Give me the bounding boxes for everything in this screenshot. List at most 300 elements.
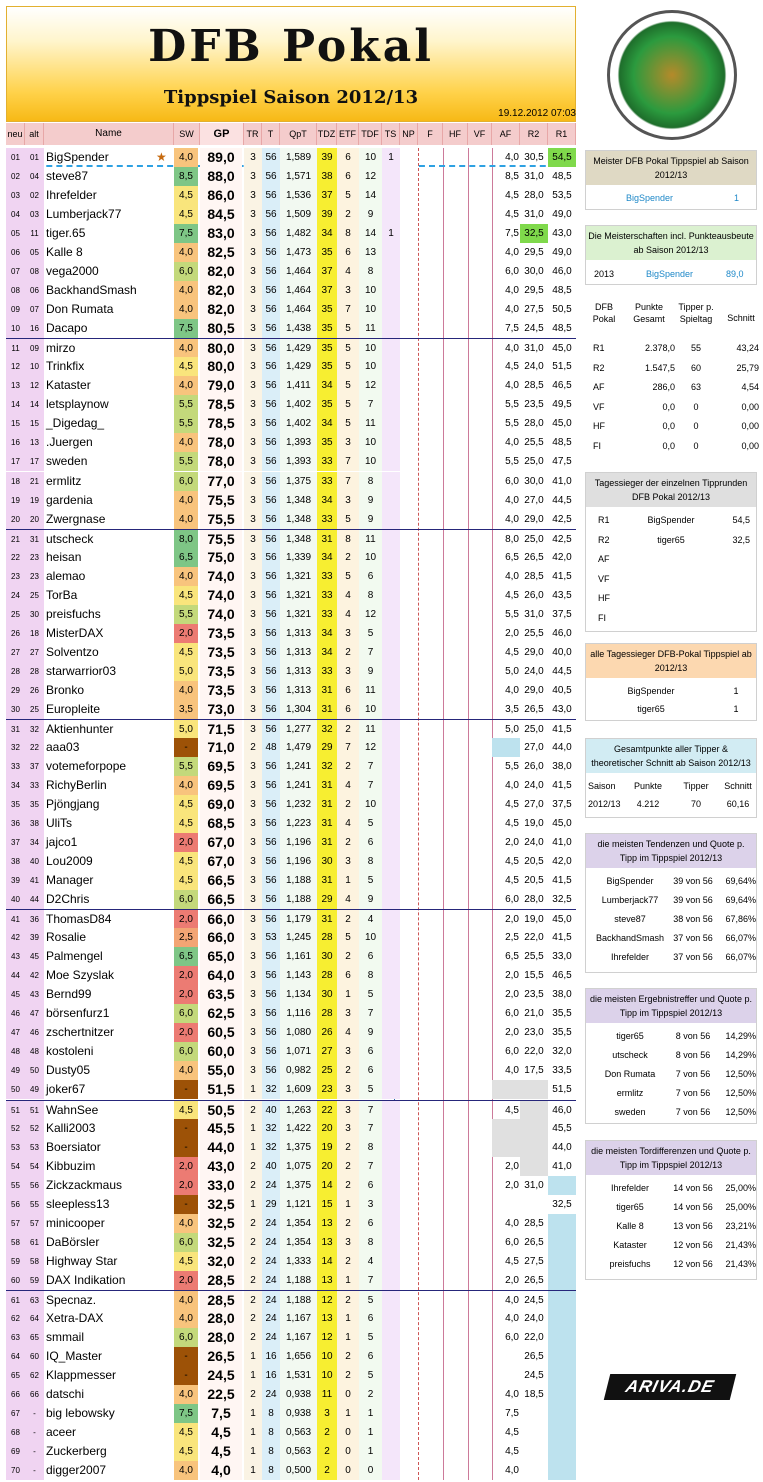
rank-old: 36	[25, 910, 44, 929]
table-row	[6, 148, 576, 167]
tdz-value: 35	[317, 243, 337, 262]
tdf-value: 14	[359, 224, 382, 243]
tdz-value: 37	[317, 186, 337, 205]
rank-old: 02	[25, 186, 44, 205]
tdz-value: 37	[317, 262, 337, 281]
table-row	[6, 1233, 576, 1252]
r2-value: 19,0	[524, 914, 544, 926]
qpt-value: 1,167	[280, 1309, 317, 1328]
gp-value: 66,5	[200, 890, 242, 909]
t-value: 56	[262, 148, 280, 167]
np-value	[400, 224, 418, 243]
qpt-value: 1,313	[280, 662, 317, 681]
sw-value: 4,0	[174, 491, 198, 510]
player-name: sweden	[46, 454, 88, 469]
af-value: 4,5	[505, 1104, 519, 1116]
gp-value: 28,5	[200, 1291, 242, 1310]
tdf-value: 4	[359, 910, 382, 929]
sw-value: 8,0	[174, 530, 198, 549]
rstat-cell: HF	[593, 421, 605, 431]
qpt-value: 1,375	[280, 1176, 317, 1195]
np-value	[400, 205, 418, 224]
af-value: 5,5	[505, 608, 519, 620]
tdz-value: 31	[317, 700, 337, 719]
b8-cell: 7 von 56	[675, 1088, 711, 1098]
r2-value	[520, 1157, 548, 1176]
ts-value	[382, 928, 400, 947]
rank-old: 33	[25, 776, 44, 795]
etf-value: 6	[337, 167, 359, 186]
ts-value	[382, 1271, 400, 1290]
t-value: 56	[262, 300, 280, 319]
player-name: datschi	[46, 1386, 85, 1401]
rank-new: 39	[6, 871, 25, 890]
rank-old: 19	[25, 491, 44, 510]
qpt-value: 1,161	[280, 947, 317, 966]
awin-cell: 1	[733, 686, 739, 696]
sw-value: 4,5	[174, 586, 198, 605]
np-value	[400, 1347, 418, 1366]
rank-old: 14	[25, 395, 44, 414]
header-alt: alt	[25, 123, 44, 145]
tr-value: 2	[244, 1252, 262, 1271]
qpt-value: 0,982	[280, 1061, 317, 1080]
tr-value: 3	[244, 890, 262, 909]
rank-old: 38	[25, 814, 44, 833]
etf-value: 2	[337, 795, 359, 814]
r2-value	[520, 1442, 548, 1461]
r1-value: 45,5	[552, 1122, 572, 1134]
af-value: 4,5	[505, 799, 519, 811]
etf-value: 1	[337, 1195, 359, 1214]
t-value: 32	[262, 1080, 280, 1099]
af-value: 5,5	[505, 418, 519, 430]
tdz-value: 30	[317, 985, 337, 1004]
np-value	[400, 1138, 418, 1157]
tr-value: 1	[244, 1347, 262, 1366]
sw-value: 2,0	[174, 966, 198, 985]
ts-value	[382, 433, 400, 452]
tr-value: 1	[244, 1461, 262, 1480]
qpt-value: 1,348	[280, 491, 317, 510]
gp-value: 64,0	[200, 966, 242, 985]
etf-value: 5	[337, 186, 359, 205]
sw-value: 5,0	[174, 720, 198, 739]
r2-value: 22,0	[524, 932, 544, 944]
tdf-value: 10	[359, 281, 382, 300]
qpt-value: 1,223	[280, 814, 317, 833]
r1-value: 37,5	[552, 608, 572, 620]
round-stats-h4: Schnitt	[727, 313, 755, 323]
t-value: 56	[262, 567, 280, 586]
gp-value: 28,5	[200, 1271, 242, 1290]
sw-value: -	[174, 1195, 198, 1214]
tr-value: 3	[244, 433, 262, 452]
r1-value: 46,0	[552, 627, 572, 639]
rank-old: 30	[25, 605, 44, 624]
etf-value: 5	[337, 510, 359, 529]
ts-value	[382, 1138, 400, 1157]
qpt-value: 1,167	[280, 1328, 317, 1347]
gp-value: 71,5	[200, 720, 242, 739]
ts-value	[382, 1442, 400, 1461]
etf-value: 3	[337, 852, 359, 871]
ts-value	[382, 186, 400, 205]
rank-new: 15	[6, 414, 25, 433]
t-value: 53	[262, 928, 280, 947]
round-stats-h3: Tipper p. Spieltag	[678, 302, 714, 324]
rstat-cell: 63	[690, 382, 701, 392]
r1-value: 45,0	[552, 914, 572, 926]
qpt-value: 1,609	[280, 1080, 317, 1099]
sw-value: 5,5	[174, 395, 198, 414]
r2-value: 26,5	[524, 1274, 544, 1286]
player-name: Manager	[46, 873, 94, 888]
rstat-cell: 2.378,0	[644, 343, 675, 353]
ts-value	[382, 605, 400, 624]
tdz-value: 22	[317, 1101, 337, 1120]
af-value: 4,0	[505, 494, 519, 506]
tdf-value: 9	[359, 491, 382, 510]
tdf-value: 10	[359, 433, 382, 452]
sw-value: 4,0	[174, 339, 198, 358]
etf-value: 2	[337, 1176, 359, 1195]
sw-value: 4,0	[174, 433, 198, 452]
r2-value: 31,0	[524, 171, 544, 183]
table-row	[6, 205, 576, 224]
r2-value: 25,5	[524, 627, 544, 639]
t-value: 56	[262, 395, 280, 414]
b9-cell: Ihrefelder	[610, 1183, 650, 1193]
rank-new: 38	[6, 852, 25, 871]
af-value: 4,5	[505, 646, 519, 658]
b9-cell: tiger65	[616, 1202, 644, 1212]
etf-value: 3	[337, 281, 359, 300]
r1-value: 51,5	[552, 361, 572, 373]
r1-value: 41,5	[552, 932, 572, 944]
af-value: 4,0	[505, 437, 519, 449]
ts-value	[382, 1157, 400, 1176]
etf-value: 2	[337, 757, 359, 776]
tdf-value: 8	[359, 1233, 382, 1252]
af-value: 2,0	[505, 1160, 519, 1172]
etf-value: 7	[337, 300, 359, 319]
sw-value: 4,5	[174, 795, 198, 814]
tdf-value: 7	[359, 1101, 382, 1120]
tdf-value: 10	[359, 339, 382, 358]
table-row	[6, 700, 576, 719]
player-name: minicooper	[46, 1215, 105, 1230]
tdf-value: 13	[359, 243, 382, 262]
t-value: 56	[262, 530, 280, 549]
af-value: 4,0	[505, 1065, 519, 1077]
player-name: vega2000	[46, 264, 99, 279]
player-name: Don Rumata	[46, 302, 114, 317]
tr-value: 3	[244, 643, 262, 662]
af-value: 7,5	[505, 323, 519, 335]
player-name: IQ_Master	[46, 1348, 103, 1363]
r1-value: 42,0	[552, 551, 572, 563]
rank-old: 39	[25, 928, 44, 947]
rank-old: 55	[25, 1195, 44, 1214]
sw-value: 4,0	[174, 1061, 198, 1080]
gp-value: 32,5	[200, 1233, 242, 1252]
etf-value: 3	[337, 624, 359, 643]
tdz-value: 34	[317, 643, 337, 662]
etf-value: 4	[337, 776, 359, 795]
r1-value: 41,0	[552, 837, 572, 849]
tdz-value: 20	[317, 1119, 337, 1138]
player-name: Bronko	[46, 682, 85, 697]
af-value: 4,5	[505, 875, 519, 887]
r2-value: 27,0	[524, 494, 544, 506]
af-value: 6,0	[505, 894, 519, 906]
sw-value: -	[174, 1119, 198, 1138]
tdf-value: 8	[359, 1138, 382, 1157]
tdz-value: 29	[317, 738, 337, 757]
qpt-value: 1,245	[280, 928, 317, 947]
etf-value: 3	[337, 433, 359, 452]
player-name: zschertnitzer	[46, 1025, 115, 1040]
b7-cell: 66,07%	[725, 933, 756, 943]
qpt-value: 1,354	[280, 1233, 317, 1252]
rank-old: 58	[25, 1252, 44, 1271]
tdz-value: 35	[317, 300, 337, 319]
tdz-value: 35	[317, 433, 337, 452]
tdz-value: 28	[317, 966, 337, 985]
rank-new: 57	[6, 1214, 25, 1233]
tdf-value: 10	[359, 928, 382, 947]
tdf-value: 0	[359, 1461, 382, 1480]
r1-value: 50,5	[552, 304, 572, 316]
header-etf: ETF	[337, 123, 359, 145]
etf-value: 2	[337, 1214, 359, 1233]
table-row	[6, 871, 576, 890]
t-value: 24	[262, 1385, 280, 1404]
sw-value: 4,5	[174, 871, 198, 890]
np-value	[400, 871, 418, 890]
tdf-value: 1	[359, 1404, 382, 1423]
r1-value: 38,0	[552, 989, 572, 1001]
b8-cell: 14,29%	[725, 1031, 756, 1041]
af-value: 5,0	[505, 665, 519, 677]
page-subtitle: Tippspiel Saison 2012/13	[163, 87, 419, 108]
rank-new: 13	[6, 376, 25, 395]
rank-old: 42	[25, 966, 44, 985]
ts-value	[382, 510, 400, 529]
table-row	[6, 1138, 576, 1157]
rank-old: 03	[25, 205, 44, 224]
table-row	[6, 1061, 576, 1080]
r1-value: 41,0	[552, 1160, 572, 1172]
tdz-value: 34	[317, 624, 337, 643]
etf-value: 2	[337, 833, 359, 852]
gp-value: 80,0	[200, 339, 242, 358]
r2-value: 27,5	[524, 304, 544, 316]
r2-value: 20,5	[524, 856, 544, 868]
rank-old: 53	[25, 1138, 44, 1157]
etf-value: 4	[337, 262, 359, 281]
r2-value: 31,0	[524, 608, 544, 620]
awin-cell: BigSpender	[627, 686, 675, 696]
r2-value: 20,5	[524, 875, 544, 887]
tot-cell: 60,16	[726, 799, 750, 809]
player-name: BigSpender	[46, 150, 109, 164]
rank-new: 55	[6, 1176, 25, 1195]
rank-new: 30	[6, 700, 25, 719]
etf-value: 5	[337, 928, 359, 947]
b8-cell: ermlitz	[616, 1088, 644, 1098]
r1-value	[548, 1328, 576, 1347]
header-gp: GP	[200, 123, 244, 145]
r1-value: 38,0	[552, 760, 572, 772]
r2-value: 21,0	[524, 1008, 544, 1020]
table-row	[6, 319, 576, 338]
dwin-cell: VF	[598, 573, 610, 584]
qpt-value: 1,393	[280, 452, 317, 471]
af-value: 4,0	[505, 1217, 519, 1229]
ts-value	[382, 357, 400, 376]
sw-value: 4,0	[174, 1291, 198, 1310]
table-row	[6, 1214, 576, 1233]
r2-value: 25,0	[524, 723, 544, 735]
tr-value: 1	[244, 1119, 262, 1138]
sw-value: 7,5	[174, 319, 198, 338]
table-row	[6, 491, 576, 510]
r1-value: 32,0	[552, 1046, 572, 1058]
tdf-value: 1	[359, 1442, 382, 1461]
qpt-value: 1,429	[280, 339, 317, 358]
etf-value: 4	[337, 586, 359, 605]
tdz-value: 13	[317, 1271, 337, 1290]
af-value: 2,0	[505, 1179, 519, 1191]
af-value: 6,0	[505, 475, 519, 487]
ts-value	[382, 700, 400, 719]
t-value: 16	[262, 1347, 280, 1366]
b7-cell: Lumberjack77	[601, 895, 659, 905]
ariva-logo[interactable]: ARIVA.DE	[604, 1374, 736, 1400]
ts-value	[382, 662, 400, 681]
af-value: 4,0	[505, 513, 519, 525]
player-name: aaa03	[46, 739, 80, 754]
b8-cell: 8 von 56	[675, 1031, 711, 1041]
rank-new: 64	[6, 1347, 25, 1366]
tdf-value: 1	[359, 1423, 382, 1442]
r1-value: 42,5	[552, 513, 572, 525]
tot-cell: Tipper	[683, 781, 709, 791]
tdz-value: 39	[317, 148, 337, 167]
rank-old: 49	[25, 1080, 44, 1099]
r2-value: 19,0	[524, 818, 544, 830]
tdf-value: 6	[359, 1309, 382, 1328]
rank-new: 29	[6, 681, 25, 700]
r2-value: 26,5	[524, 551, 544, 563]
player-name: Trinkfix	[46, 359, 85, 374]
af-value: 5,5	[505, 760, 519, 772]
ranking-table	[6, 148, 576, 1480]
table-row	[6, 548, 576, 567]
t-value: 56	[262, 186, 280, 205]
header-sw: SW	[174, 123, 200, 145]
qpt-value: 1,402	[280, 395, 317, 414]
gp-value: 50,5	[200, 1101, 242, 1120]
rank-new: 46	[6, 1004, 25, 1023]
tr-value: 3	[244, 319, 262, 338]
table-row	[6, 300, 576, 319]
tot-cell: Schnitt	[724, 781, 752, 791]
t-value: 56	[262, 833, 280, 852]
r2-value: 18,5	[524, 1388, 544, 1400]
header-tdf: TDF	[359, 123, 382, 145]
t-value: 56	[262, 605, 280, 624]
tdf-value: 5	[359, 985, 382, 1004]
round-stats-h1: DFB Pokal	[592, 302, 616, 324]
t-value: 56	[262, 681, 280, 700]
qpt-value: 1,241	[280, 757, 317, 776]
tdf-value: 5	[359, 1328, 382, 1347]
player-name: starwarrior03	[46, 663, 117, 678]
r1-value: 44,0	[552, 1141, 572, 1153]
r1-value: 35,5	[552, 1027, 572, 1039]
tr-value: 3	[244, 376, 262, 395]
etf-value: 6	[337, 148, 359, 167]
t-value: 8	[262, 1423, 280, 1442]
r2-value: 17,5	[524, 1065, 544, 1077]
r1-value: 41,5	[552, 723, 572, 735]
rank-old: 25	[25, 700, 44, 719]
rank-new: 16	[6, 433, 25, 452]
tr-value: 3	[244, 530, 262, 549]
rstat-cell: 0,0	[662, 401, 675, 412]
rank-new: 32	[6, 738, 25, 757]
ts-value	[382, 776, 400, 795]
qpt-value: 1,509	[280, 205, 317, 224]
r2-value	[520, 1195, 548, 1214]
rank-new: 37	[6, 833, 25, 852]
b9-cell: 25,00%	[725, 1183, 756, 1193]
af-value: 4,5	[505, 190, 519, 202]
table-row	[6, 414, 576, 433]
r2-value: 27,0	[524, 799, 544, 811]
gp-value: 66,0	[200, 910, 242, 929]
tr-value: 3	[244, 776, 262, 795]
gp-value: 73,0	[200, 700, 242, 719]
tdz-value: 10	[317, 1366, 337, 1385]
b9-cell: 14 von 56	[673, 1202, 713, 1212]
tdf-value: 4	[359, 1252, 382, 1271]
gp-value: 43,0	[200, 1157, 242, 1176]
af-value: 6,5	[505, 551, 519, 563]
table-row	[6, 1119, 576, 1138]
np-value	[400, 910, 418, 929]
t-value: 56	[262, 720, 280, 739]
af-value: 2,5	[505, 932, 519, 944]
gp-value: 88,0	[200, 167, 242, 186]
np-value	[400, 605, 418, 624]
r1-value: 40,5	[552, 684, 572, 696]
r1-value: 43,0	[552, 228, 572, 240]
r1-value: 54,5	[548, 148, 576, 167]
r2-value: 24,0	[524, 779, 544, 791]
rank-old: 48	[25, 1042, 44, 1061]
tdz-value: 14	[317, 1176, 337, 1195]
t-value: 29	[262, 1195, 280, 1214]
b9-cell: 12 von 56	[673, 1259, 713, 1269]
tdz-value: 31	[317, 833, 337, 852]
player-name: Kataster	[46, 378, 91, 393]
player-name: kostoleni	[46, 1044, 94, 1059]
gp-value: 60,5	[200, 1023, 242, 1042]
